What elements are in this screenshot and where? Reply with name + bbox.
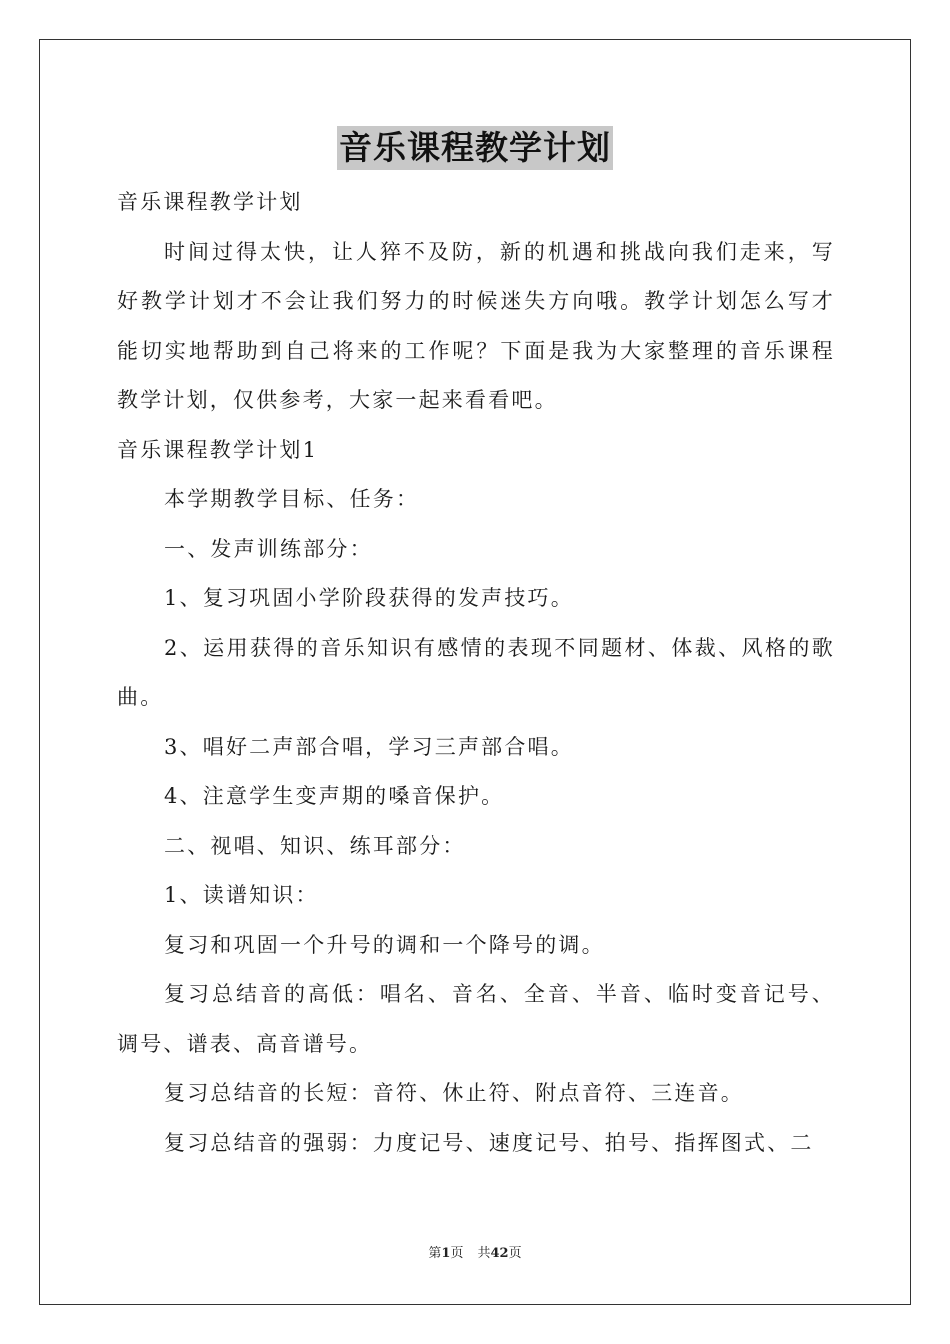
paragraph: 2、运用获得的音乐知识有感情的表现不同题材、体裁、风格的歌曲。: [117, 635, 835, 709]
section-heading: 音乐课程教学计划1: [117, 437, 319, 462]
document-body: [117, 178, 835, 1168]
paragraph: 1、复习巩固小学阶段获得的发声技巧。: [164, 586, 574, 610]
total-suffix: 页: [508, 1246, 522, 1261]
paragraph: 复习总结音的长短：音符、休止符、附点音符、三连音。: [164, 1081, 744, 1105]
total-prefix: 共: [477, 1246, 491, 1261]
paragraph: 3、唱好二声部合唱，学习三声部合唱。: [164, 734, 574, 759]
paragraph: 一、发声训练部分：: [164, 536, 373, 561]
total-pages: 42: [490, 1246, 509, 1261]
paragraph: 复习总结音的强弱：力度记号、速度记号、拍号、指挥图式、二: [164, 1130, 814, 1155]
page-prefix: 第: [428, 1246, 442, 1261]
paragraph: 二、视唱、知识、练耳部分：: [164, 833, 466, 858]
paragraph: 1、读谱知识：: [164, 883, 319, 907]
paragraph: 复习和巩固一个升号的调和一个降号的调。: [164, 932, 605, 957]
paragraph: 时间过得太快，让人猝不及防，新的机遇和挑战向我们走来，写好教学计划才不会让我们努力的时候迷失方向哦。教学计划怎么写才能切实地帮助到自己将来的工作呢？下面是我为大家整理的音乐课程教学计划，仅供参考，大家一起来看看吧。: [117, 239, 835, 412]
paragraph: 音乐课程教学计划: [117, 190, 303, 214]
page-number: 1: [441, 1246, 451, 1261]
page-footer: [0, 1245, 950, 1263]
paragraph: 本学期教学目标、任务：: [164, 487, 420, 511]
title-container: [0, 126, 950, 170]
paragraph: 复习总结音的高低：唱名、音名、全音、半音、临时变音记号、调号、谱表、高音谱号。: [117, 982, 835, 1056]
paragraph: 4、注意学生变声期的嗓音保护。: [164, 784, 505, 808]
document-title: 音乐课程教学计划: [337, 126, 613, 170]
page-suffix: 页: [450, 1246, 464, 1261]
